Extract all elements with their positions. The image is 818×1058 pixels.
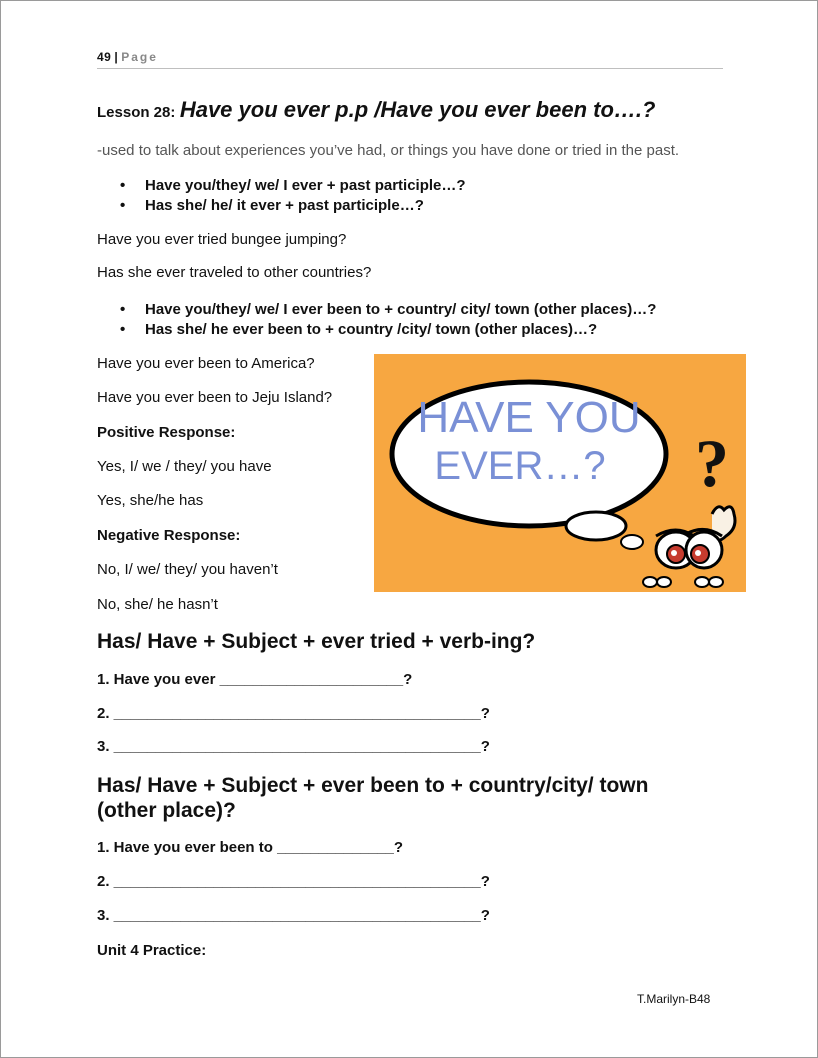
page-word: Page — [121, 50, 158, 64]
bubble-text-line2: EVER…? — [434, 444, 606, 488]
thought-bubble-graphic — [374, 354, 746, 592]
page-header — [97, 50, 158, 64]
example-sentence: Have you ever been to America? — [97, 355, 315, 372]
positive-response: Yes, I/ we / they/ you have — [97, 458, 272, 475]
page-number: 49 — [97, 50, 112, 64]
exercise-line: 3. ____________________________________________? — [97, 738, 490, 755]
rule-item: • Have you/they/ we/ I ever been to + country/ city/ town (other places)…? — [120, 301, 656, 318]
negative-heading: Negative Response: — [97, 527, 241, 544]
exercise-line: 2. ____________________________________________? — [97, 705, 490, 722]
positive-response: Yes, she/he has — [97, 492, 204, 509]
rule-item: • Has she/ he/ it ever + past participle…? — [120, 197, 424, 214]
positive-heading: Positive Response: — [97, 424, 236, 441]
exercise-line: 2. ____________________________________________? — [97, 873, 490, 890]
rule-item: • Have you/they/ we/ I ever + past participle…? — [120, 177, 466, 194]
example-sentence: Have you ever been to Jeju Island? — [97, 389, 333, 406]
example-sentence: Have you ever tried bungee jumping? — [97, 231, 347, 248]
section-2-heading-line2: (other place)? — [97, 799, 236, 822]
footer-author: T.Marilyn-B48 — [637, 992, 711, 1006]
lesson-heading: Have you ever p.p /Have you ever been to….? — [179, 97, 656, 122]
exercise-line: 1. Have you ever been to ______________? — [97, 839, 404, 856]
exercise-line: 1. Have you ever ______________________? — [97, 671, 413, 688]
lesson-title — [97, 97, 655, 123]
question-mark-icon: ? — [695, 425, 729, 501]
example-sentence: Has she ever traveled to other countries? — [97, 264, 372, 281]
negative-response: No, I/ we/ they/ you haven’t — [97, 561, 278, 578]
negative-response: No, she/ he hasn’t — [97, 596, 218, 613]
rule-item: • Has she/ he ever been to + country /city/ town (other places)…? — [120, 321, 597, 338]
lesson-intro: -used to talk about experiences you’ve had, or things you have done or tried in the past. — [97, 142, 680, 159]
bubble-text-line1: HAVE YOU — [417, 393, 641, 442]
have-you-ever-illustration — [374, 354, 746, 592]
section-1-heading: Has/ Have + Subject + ever tried + verb-ing? — [97, 630, 536, 653]
section-2-heading-line1: Has/ Have + Subject + ever been to + country/city/ town — [97, 774, 649, 797]
thought-bubble-tiny — [621, 535, 643, 549]
lesson-prefix: Lesson 28: — [97, 104, 176, 121]
exercise-line: 3. ____________________________________________? — [97, 907, 490, 924]
header-rule — [97, 68, 723, 69]
thought-bubble-small — [566, 512, 626, 540]
unit-practice-heading: Unit 4 Practice: — [97, 942, 207, 959]
header-separator: | — [114, 50, 119, 64]
